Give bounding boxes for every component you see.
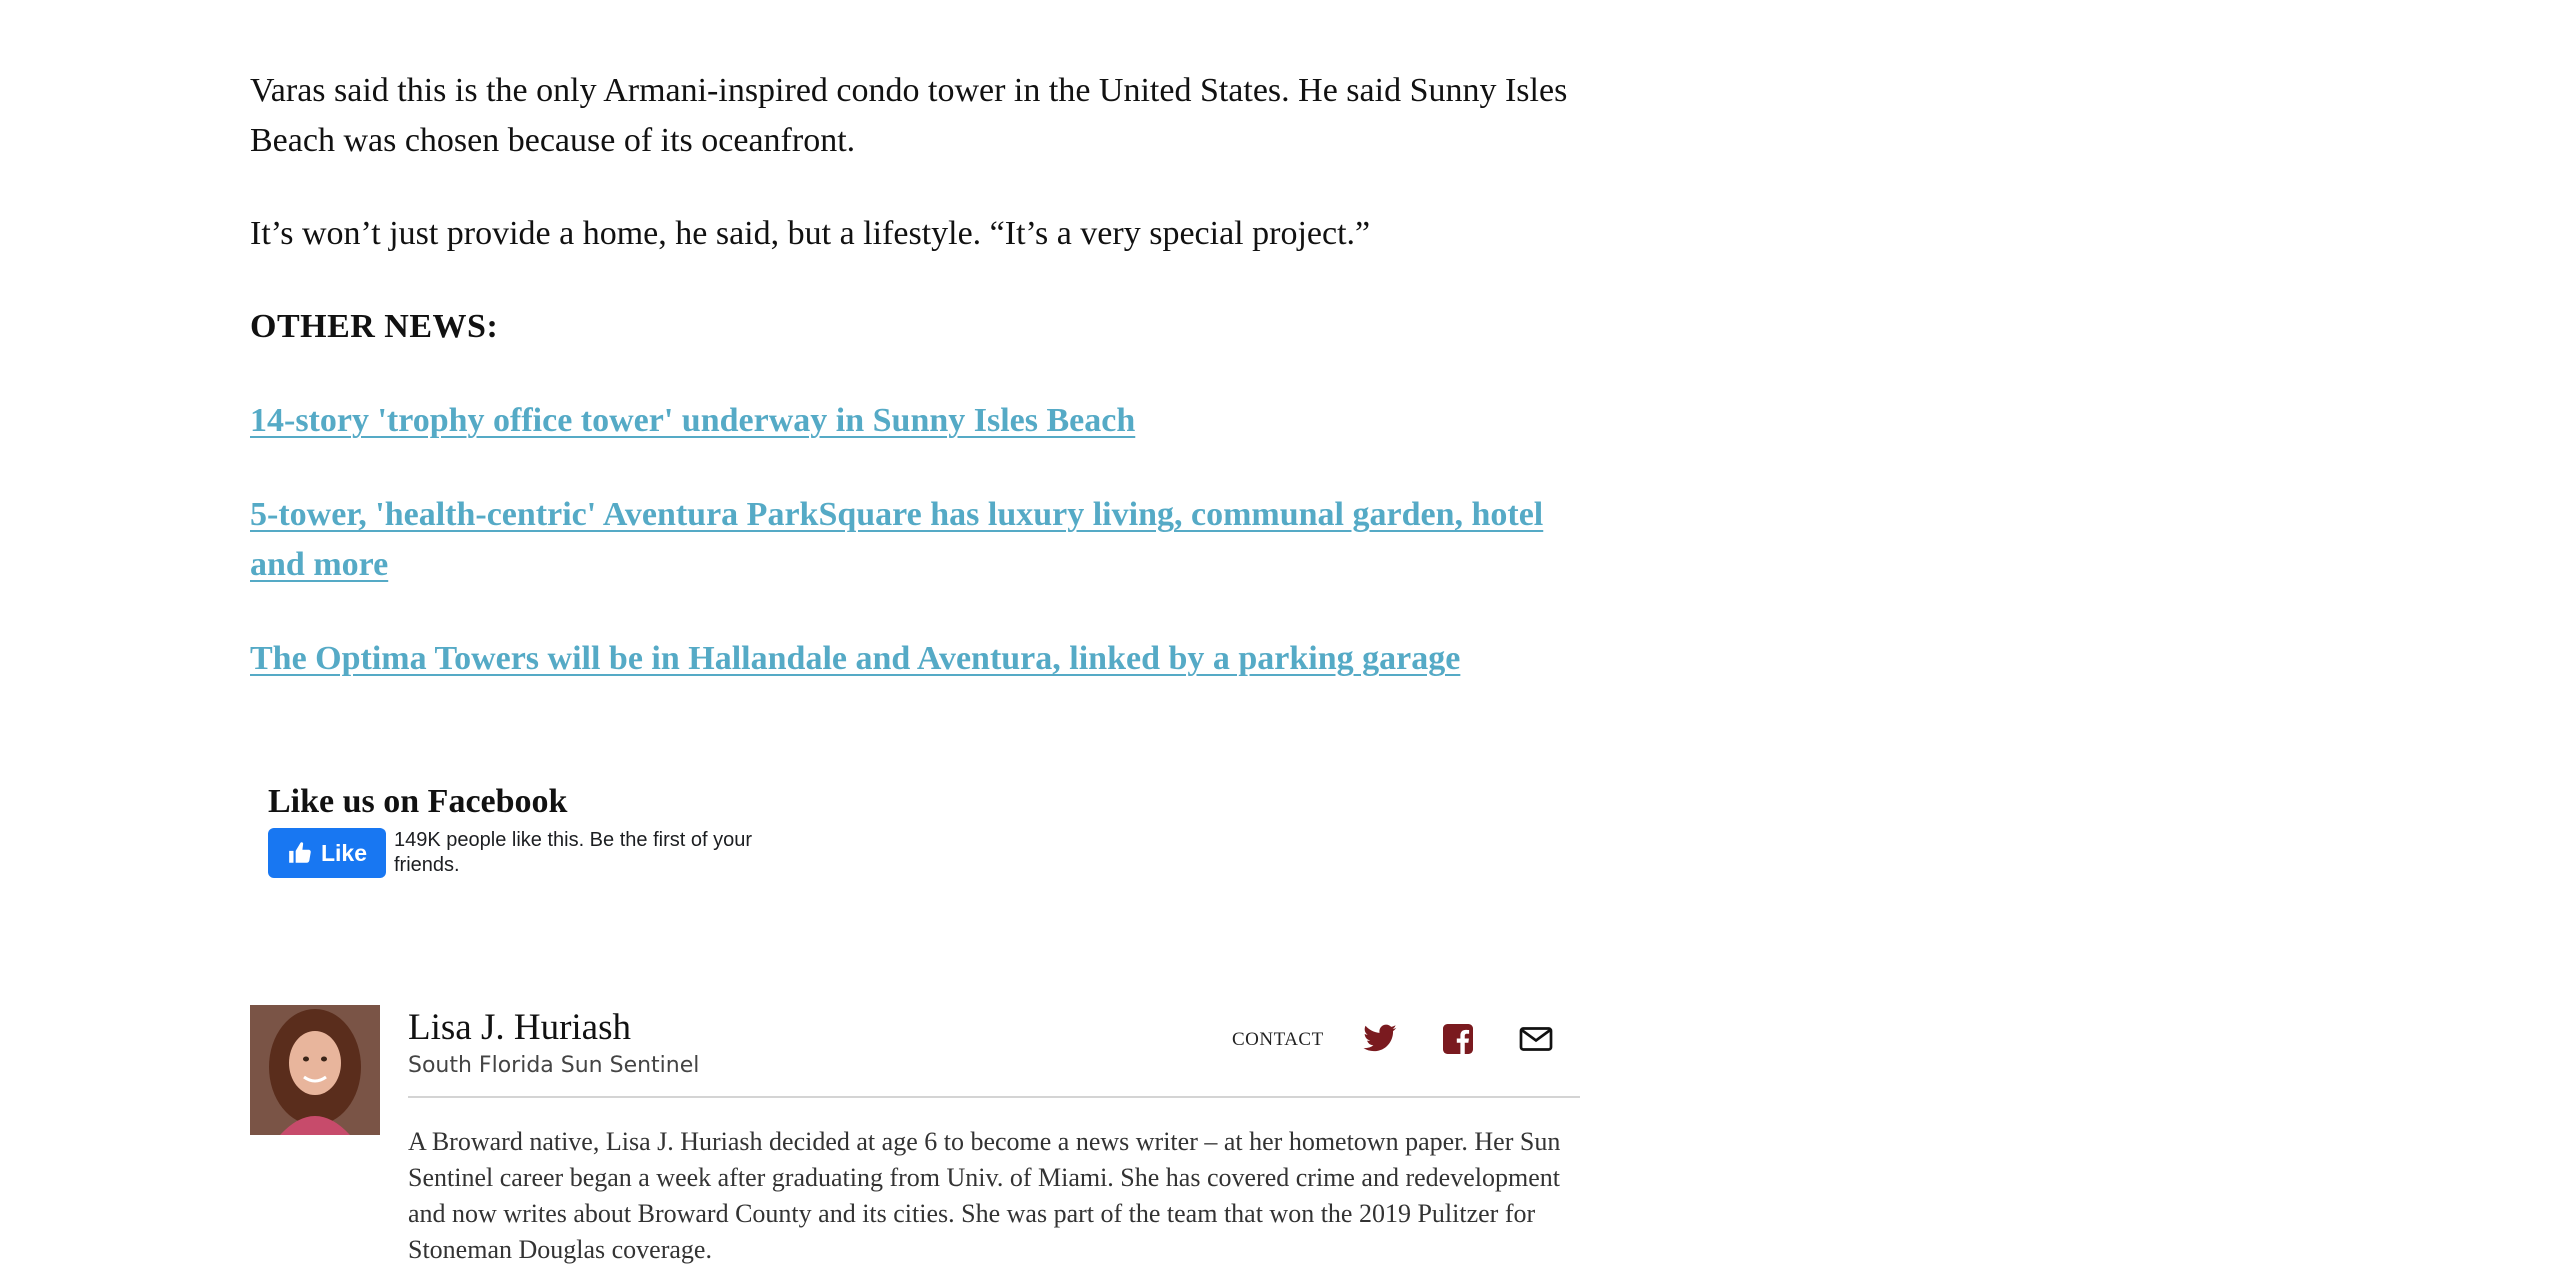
author-divider: [408, 1096, 1580, 1098]
email-icon[interactable]: [1518, 1021, 1554, 1057]
facebook-widget-title: Like us on Facebook: [268, 783, 568, 820]
author-name[interactable]: Lisa J. Huriash: [408, 1007, 631, 1048]
article-paragraph: Varas said this is the only Armani-inspired condo tower in the United States. He said Sunny Isles Beach was chosen because of its oceanfront.: [250, 72, 1568, 159]
thumbs-up-icon: [287, 840, 313, 866]
twitter-icon[interactable]: [1362, 1021, 1398, 1057]
author-box: [250, 1005, 1580, 1278]
other-news-link[interactable]: The Optima Towers will be in Hallandale and Aventura, linked by a parking garage: [250, 640, 1461, 677]
facebook-like-button[interactable]: [268, 828, 386, 878]
author-bio: A Broward native, Lisa J. Huriash decided at age 6 to become a news writer – at her hometown paper. Her Sun Sentinel career began a week after graduating from Univ. of Miami. She has covered crime and redevelopment and now writes about Broward County and its cities. She was part of the team that won the 2019 Pulitzer for Stoneman Douglas coverage.: [408, 1127, 1561, 1264]
author-avatar: [250, 1005, 380, 1135]
facebook-like-label: Like: [320, 839, 368, 866]
other-news-heading: OTHER NEWS:: [250, 308, 499, 345]
facebook-like-count: 149K people like this. Be the first of your friends.: [394, 829, 752, 876]
facebook-icon[interactable]: [1440, 1021, 1476, 1057]
article-paragraph: It’s won’t just provide a home, he said, but a lifestyle. “It’s a very special project.”: [250, 215, 1371, 252]
facebook-like-widget: [268, 780, 788, 890]
contact-label[interactable]: CONTACT: [1232, 1029, 1324, 1050]
author-organization: South Florida Sun Sentinel: [408, 1053, 700, 1078]
other-news-link[interactable]: 14-story 'trophy office tower' underway in Sunny Isles Beach: [250, 402, 1136, 439]
other-news-link[interactable]: 5-tower, 'health-centric' Aventura ParkSquare has luxury living, communal garden, hotel and more: [250, 496, 1544, 583]
